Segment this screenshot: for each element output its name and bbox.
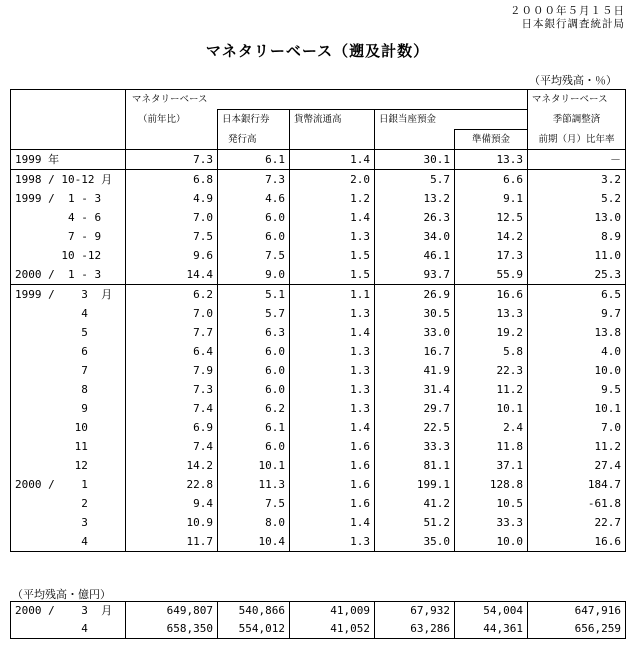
cell-value: 7.0	[193, 307, 213, 320]
cell-value: 8.9	[528, 227, 626, 246]
cell-value: 35.0	[375, 532, 455, 552]
cell-value: 7.3	[193, 153, 213, 166]
cell-value: 184.7	[528, 475, 626, 494]
unit-label-oku-yen: （平均残高・億円）	[12, 588, 111, 601]
cell-value: 1.4	[290, 150, 375, 170]
page-title: マネタリーベース（遡及計数）	[205, 42, 430, 60]
cell-value: 7.3	[218, 170, 290, 190]
header-mb-sub: （前年比）	[138, 114, 186, 125]
row-label: 4	[11, 620, 126, 639]
cell-value: 1.3	[290, 342, 375, 361]
cell-value: 9.4	[193, 497, 213, 510]
row-label: 9	[11, 399, 126, 418]
cell-value: 14.4	[186, 268, 213, 281]
cell-value: 1.4	[290, 323, 375, 342]
cell-value: 10.5	[455, 494, 528, 513]
table-row	[11, 513, 626, 532]
cell-value: 10.0	[455, 532, 528, 552]
cell-value: 41,009	[290, 602, 375, 621]
cell-value: 26.9	[375, 285, 455, 305]
cell-value: 11.0	[528, 246, 626, 265]
cell-value: 6.0	[218, 227, 290, 246]
cell-value: 11.3	[218, 475, 290, 494]
cell-value: 12.5	[455, 208, 528, 227]
cell-value: 6.0	[218, 342, 290, 361]
cell-value: 11.8	[455, 437, 528, 456]
header-sa1: 季節調整済	[528, 110, 626, 130]
cell-value: 33.0	[375, 323, 455, 342]
row-label: 4	[11, 532, 126, 552]
cell-value: 9.5	[528, 380, 626, 399]
cell-value: 13.2	[375, 189, 455, 208]
cell-value: 30.1	[375, 150, 455, 170]
cell-value: 7.7	[193, 326, 213, 339]
table-row	[11, 475, 626, 494]
cell-value: 658,350	[126, 620, 218, 639]
cell-value: 67,932	[375, 602, 455, 621]
cell-value: 9.6	[193, 249, 213, 262]
cell-value: 10.0	[528, 361, 626, 380]
cell-value: 2.0	[290, 170, 375, 190]
cell-value: 1.6	[290, 456, 375, 475]
cell-value: 41.9	[375, 361, 455, 380]
cell-value: 6.8	[126, 170, 218, 190]
cell-value: 25.3	[528, 265, 626, 285]
row-label: 2000 / 3 月	[11, 602, 126, 621]
table-row	[11, 437, 626, 456]
row-label: 2	[11, 494, 126, 513]
cell-value: 93.7	[375, 265, 455, 285]
cell-value: 6.2	[126, 285, 218, 305]
cell-value: 63,286	[375, 620, 455, 639]
cell-value: 26.3	[375, 208, 455, 227]
header-mb: マネタリーベース	[126, 90, 528, 110]
organization: 日本銀行調査統計局	[521, 18, 625, 30]
table-row	[11, 170, 626, 190]
table-row	[11, 418, 626, 437]
cell-value: 31.4	[375, 380, 455, 399]
cell-value: 1.6	[290, 494, 375, 513]
cell-value: 13.0	[528, 208, 626, 227]
cell-value: 5.7	[375, 170, 455, 190]
cell-value: 6.1	[218, 418, 290, 437]
row-label: 2000 / 1 - 3	[11, 265, 126, 285]
row-label: 12	[11, 456, 126, 475]
row-label: 2000 / 1	[11, 475, 126, 494]
cell-value: 22.5	[375, 418, 455, 437]
row-label: 8	[11, 380, 126, 399]
cell-value: 5.2	[528, 189, 626, 208]
row-label: 6	[11, 342, 126, 361]
cell-value: 1.5	[290, 265, 375, 285]
cell-value: 16.7	[375, 342, 455, 361]
cell-value: 30.5	[375, 304, 455, 323]
unit-label-percent: （平均残高・％）	[529, 74, 617, 87]
cell-value: 3.2	[528, 170, 626, 190]
cell-value: 649,807	[126, 602, 218, 621]
cell-value: 16.6	[528, 532, 626, 552]
cell-value: 6.1	[218, 150, 290, 170]
row-label: 4	[11, 304, 126, 323]
cell-value: 2.4	[455, 418, 528, 437]
table-row	[11, 246, 626, 265]
cell-value: 1.4	[290, 418, 375, 437]
row-label: 1999 / 1 - 3	[11, 189, 126, 208]
cell-value: 11.7	[126, 532, 218, 552]
header-sa2: 前期（月）比年率	[528, 130, 626, 150]
cell-value: 1.3	[290, 532, 375, 552]
cell-value: 9.7	[528, 304, 626, 323]
outstanding-table	[10, 601, 626, 639]
cell-value: 10.1	[455, 399, 528, 418]
cell-value: －	[528, 150, 626, 170]
cell-value: 4.9	[193, 192, 213, 205]
table-row	[11, 304, 626, 323]
cell-value: 13.3	[455, 150, 528, 170]
cell-value: 8.0	[218, 513, 290, 532]
cell-value: 1.3	[290, 304, 375, 323]
table-row	[11, 361, 626, 380]
cell-value: 6.0	[218, 361, 290, 380]
cell-value: 54,004	[455, 602, 528, 621]
cell-value: 4.6	[218, 189, 290, 208]
row-label: 1998 / 10-12 月	[11, 170, 126, 190]
table-row	[11, 620, 626, 639]
table-row	[11, 494, 626, 513]
row-label: 11	[11, 437, 126, 456]
cell-value: 44,361	[455, 620, 528, 639]
cell-value: 10.1	[528, 399, 626, 418]
header-cab: 日銀当座預金	[375, 110, 528, 130]
cell-value: -61.8	[528, 494, 626, 513]
cell-value: 7.4	[193, 440, 213, 453]
cell-value: 1.6	[290, 475, 375, 494]
table-row	[11, 227, 626, 246]
cell-value: 1.1	[290, 285, 375, 305]
monetary-base-table	[10, 89, 626, 552]
row-label: 4 - 6	[11, 208, 126, 227]
cell-value: 19.2	[455, 323, 528, 342]
cell-value: 7.0	[528, 418, 626, 437]
row-label: 1999 / 3 月	[11, 285, 126, 305]
cell-value: 1.3	[290, 361, 375, 380]
cell-value: 1.3	[290, 227, 375, 246]
cell-value: 5.7	[218, 304, 290, 323]
cell-value: 1.4	[290, 208, 375, 227]
table-row	[11, 602, 626, 621]
cell-value: 16.6	[455, 285, 528, 305]
table-row	[11, 380, 626, 399]
table-row	[11, 265, 626, 285]
cell-value: 1.5	[290, 246, 375, 265]
cell-value: 13.8	[528, 323, 626, 342]
cell-value: 34.0	[375, 227, 455, 246]
cell-value: 6.5	[528, 285, 626, 305]
cell-value: 6.6	[455, 170, 528, 190]
cell-value: 7.5	[193, 230, 213, 243]
cell-value: 7.0	[193, 211, 213, 224]
cell-value: 5.8	[455, 342, 528, 361]
table-row	[11, 532, 626, 552]
cell-value: 37.1	[455, 456, 528, 475]
header-reserve: 準備預金	[455, 130, 528, 150]
cell-value: 554,012	[218, 620, 290, 639]
cell-value: 7.5	[218, 246, 290, 265]
header-notes: 日本銀行券	[218, 110, 290, 130]
cell-value: 128.8	[455, 475, 528, 494]
cell-value: 55.9	[455, 265, 528, 285]
cell-value: 10.9	[186, 516, 213, 529]
table-row	[11, 342, 626, 361]
cell-value: 27.4	[528, 456, 626, 475]
row-label: 3	[11, 513, 126, 532]
cell-value: 1.4	[290, 513, 375, 532]
cell-value: 7.4	[193, 402, 213, 415]
cell-value: 6.0	[218, 380, 290, 399]
cell-value: 11.2	[528, 437, 626, 456]
cell-value: 7.3	[193, 383, 213, 396]
cell-value: 9.1	[455, 189, 528, 208]
cell-value: 6.4	[193, 345, 213, 358]
cell-value: 6.0	[218, 208, 290, 227]
header-blank	[11, 90, 126, 110]
row-label: 1999 年	[11, 150, 126, 170]
row-label: 7	[11, 361, 126, 380]
cell-value: 29.7	[375, 399, 455, 418]
cell-value: 6.0	[218, 437, 290, 456]
cell-value: 199.1	[375, 475, 455, 494]
table-row	[11, 208, 626, 227]
cell-value: 6.2	[218, 399, 290, 418]
cell-value: 7.5	[218, 494, 290, 513]
report-date: ２０００年５月１５日	[510, 5, 625, 17]
table-row	[11, 399, 626, 418]
cell-value: 6.9	[193, 421, 213, 434]
row-label: 5	[11, 323, 126, 342]
cell-value: 33.3	[455, 513, 528, 532]
header-coins: 貨幣流通高	[290, 110, 375, 130]
cell-value: 1.3	[290, 380, 375, 399]
cell-value: 17.3	[455, 246, 528, 265]
header-notes2: 発行高	[218, 130, 290, 150]
cell-value: 33.3	[375, 437, 455, 456]
cell-value: 5.1	[218, 285, 290, 305]
cell-value: 647,916	[528, 602, 626, 621]
cell-value: 10.4	[218, 532, 290, 552]
table-row	[11, 456, 626, 475]
cell-value: 22.7	[528, 513, 626, 532]
cell-value: 22.8	[186, 478, 213, 491]
cell-value: 14.2	[455, 227, 528, 246]
cell-value: 13.3	[455, 304, 528, 323]
cell-value: 46.1	[375, 246, 455, 265]
cell-value: 1.6	[290, 437, 375, 456]
cell-value: 7.9	[193, 364, 213, 377]
cell-value: 656,259	[528, 620, 626, 639]
row-label: 10 -12	[11, 246, 126, 265]
table-row	[11, 150, 626, 170]
cell-value: 540,866	[218, 602, 290, 621]
table-row	[11, 323, 626, 342]
table-row	[11, 189, 626, 208]
row-label: 10	[11, 418, 126, 437]
cell-value: 4.0	[528, 342, 626, 361]
cell-value: 10.1	[218, 456, 290, 475]
cell-value: 51.2	[375, 513, 455, 532]
cell-value: 1.2	[290, 189, 375, 208]
cell-value: 41.2	[375, 494, 455, 513]
header-sa-title: マネタリーベース	[528, 90, 626, 110]
cell-value: 9.0	[218, 265, 290, 285]
cell-value: 11.2	[455, 380, 528, 399]
cell-value: 6.3	[218, 323, 290, 342]
cell-value: 22.3	[455, 361, 528, 380]
cell-value: 1.3	[290, 399, 375, 418]
cell-value: 41,052	[290, 620, 375, 639]
cell-value: 14.2	[186, 459, 213, 472]
cell-value: 81.1	[375, 456, 455, 475]
row-label: 7 - 9	[11, 227, 126, 246]
table-row	[11, 285, 626, 305]
